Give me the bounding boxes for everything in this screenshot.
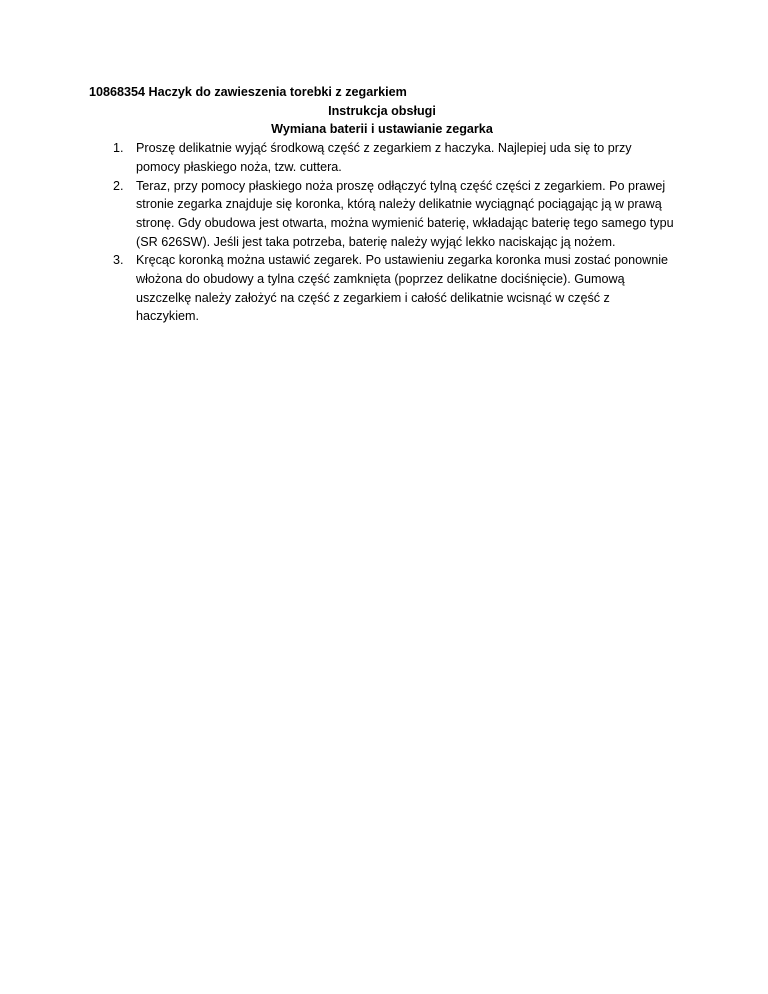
list-item: [89, 251, 689, 326]
list-item: [89, 139, 689, 176]
step-text: Proszę delikatnie wyjąć środkową część z zegarkiem z haczyka. Najlepiej uda się to przy pomocy płaskiego noża, tzw. cuttera.: [136, 141, 632, 174]
step-number: 1.: [113, 141, 124, 156]
step-number: 2.: [113, 178, 124, 193]
document-content: [89, 83, 689, 326]
document-title: 10868354 Haczyk do zawieszenia torebki z zegarkiem: [89, 85, 407, 99]
instruction-steps-list: [89, 139, 689, 326]
step-text: Teraz, przy pomocy płaskiego noża proszę odłączyć tylną część części z zegarkiem. Po prawej stronie zegarka znajduje się koronka, którą należy delikatnie wyciągnąć pociągając ją w prawą stronę. Gdy obudowa jest otwarta, można wymienić baterię, wkładając baterię tego samego typu (SR 626SW). Jeśli jest taka potrzeba, baterię należy wyjąć lekko naciskając ją nożem.: [136, 178, 674, 249]
list-item: [89, 177, 689, 252]
step-number: 3.: [113, 253, 124, 268]
document-subheading: Wymiana baterii i ustawianie zegarka: [271, 122, 493, 137]
document-heading: Instrukcja obsługi: [328, 103, 436, 118]
step-text: Kręcąc koronką można ustawić zegarek. Po ustawieniu zegarka koronka musi zostać ponownie włożona do obudowy a tylna część zamknięta (poprzez delikatne dociśnięcie). Gumową uszczelkę należy założyć na część z zegarkiem i całość delikatnie wcisnąć w część z haczykiem.: [136, 253, 669, 324]
